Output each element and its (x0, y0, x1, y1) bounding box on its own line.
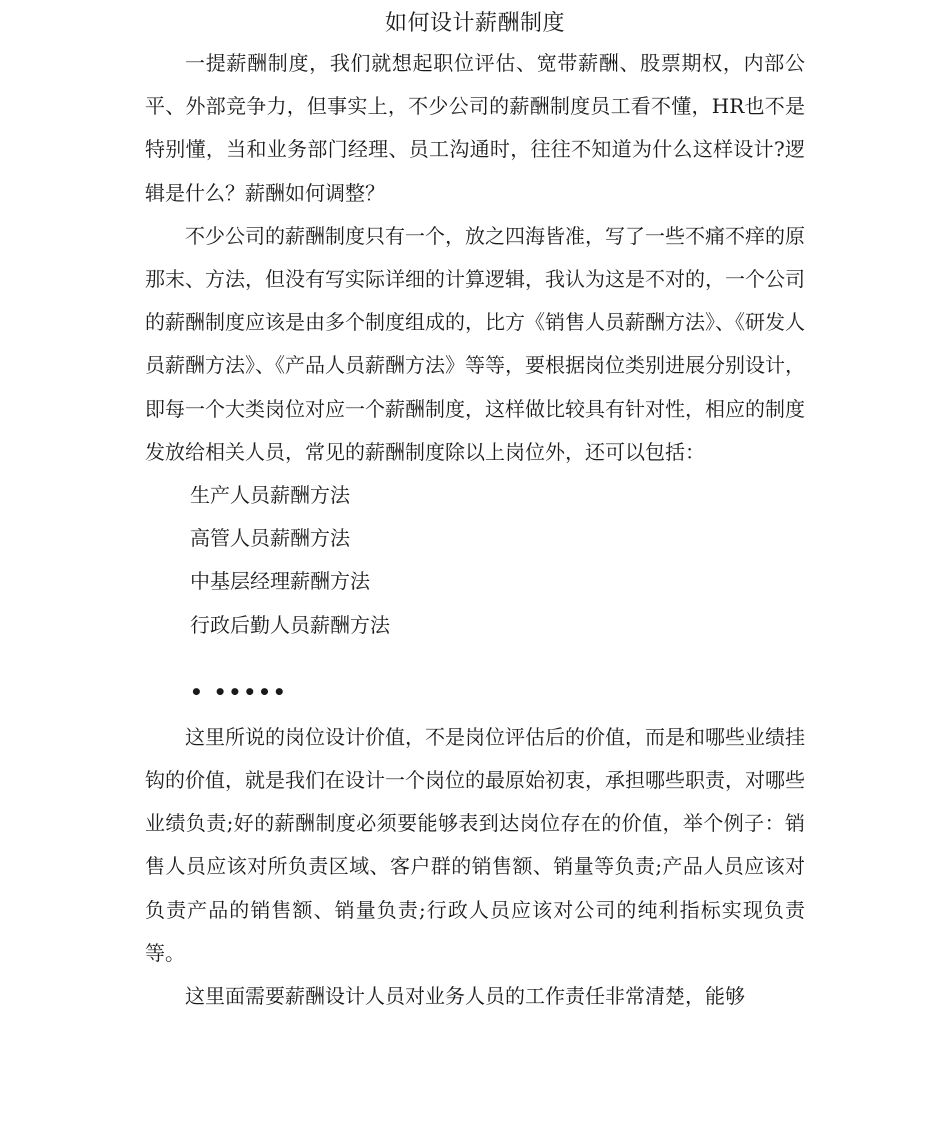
paragraph-designer-responsibility: 这里面需要薪酬设计人员对业务人员的工作责任非常清楚，能够 (185, 984, 745, 1009)
ellipsis-dots (145, 647, 805, 712)
document-title: 如何设计薪酬制度 (384, 11, 565, 36)
list-item: 行政后勤人员薪酬方法 (190, 612, 390, 637)
list-item: 中基层经理薪酬方法 (190, 569, 370, 594)
paragraph-intro: 一提薪酬制度，我们就想起职位评估、宽带薪酬、股票期权，内部公平、外部竞争力，但事实上，不少公司的薪酬制度员工看不懂，HR也不是特别懂，当和业务部门经理、员工沟通时，往往不知道为什么这样设计?逻辑是什么？薪酬如何调整？ (145, 51, 805, 205)
list-item: 生产人员薪酬方法 (190, 483, 350, 508)
list-item: 高管人员薪酬方法 (190, 526, 350, 551)
paragraph-position-value: 这里所说的岗位设计价值，不是岗位评估后的价值，而是和哪些业绩挂钩的价值，就是我们在设计一个岗位的最原始初衷，承担哪些职责，对哪些业绩负责;好的薪酬制度必须要能够表到达岗位存在的价值，举个例子：销售人员应该对所负责区域、客户群的销售额、销量等负责;产品人员应该对负责产品的销售额、销量负责;行政人员应该对公司的纯利指标实现负责等。 (145, 724, 805, 965)
paragraph-system-types: 不少公司的薪酬制度只有一个，放之四海皆准，写了一些不痛不痒的原那末、方法，但没有写实际详细的计算逻辑，我认为这是不对的，一个公司的薪酬制度应该是由多个制度组成的，比方《销售人员薪酬方法》、《研发人员薪酬方法》、《产品人员薪酬方法》等等，要根据岗位类别进展分别设计，即每一个大类岗位对应一个薪酬制度，这样做比较具有针对性，相应的制度发放给相关人员，常见的薪酬制度除以上岗位外，还可以包括： (145, 223, 805, 464)
ellipsis-text: • ••••• (190, 679, 288, 704)
document-body (145, 42, 805, 1018)
